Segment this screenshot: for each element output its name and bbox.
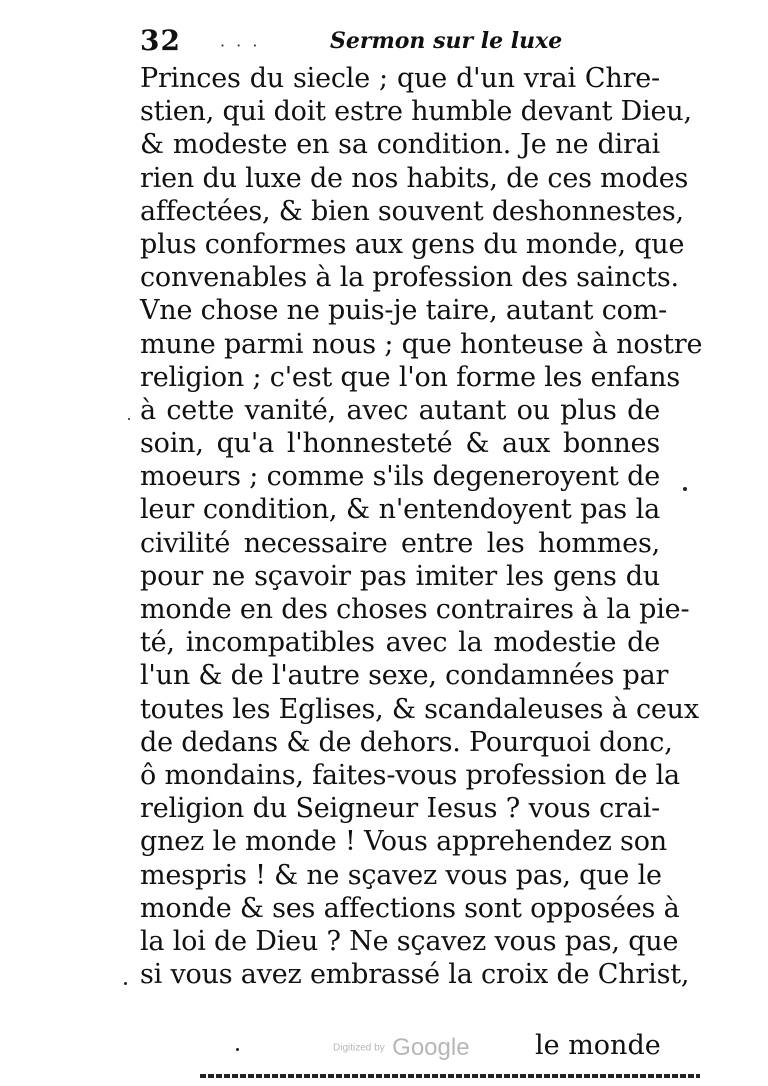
text-line: moeurs ; comme s'ils degeneroyent de <box>140 461 660 493</box>
text-line: gnez le monde ! Vous apprehendez son <box>140 826 667 858</box>
text-line: affectées, & bien souvent deshonnestes, <box>140 195 684 227</box>
text-line: pour ne sçavoir pas imiter les gens du <box>140 560 660 592</box>
text-line: monde & ses affections sont opposées à <box>140 892 680 924</box>
text-line: religion du Seigneur Iesus ? vous crai- <box>140 793 660 825</box>
text-line: l'un & de l'autre sexe, condamnées par <box>140 660 669 692</box>
speck <box>683 487 687 491</box>
text-line: la loi de Dieu ? Ne sçavez vous pas, que <box>140 925 679 957</box>
text-line: té, incompatibles avec la modestie de <box>140 627 660 659</box>
text-line: civilité necessaire entre les hommes, <box>140 527 660 559</box>
text-line: ô mondains, faites-vous profession de la <box>140 759 680 791</box>
speck <box>236 1048 239 1051</box>
text-line: rien du luxe de nos habits, de ces modes <box>140 162 689 194</box>
text-line: leur condition, & n'entendoyent pas la <box>140 494 660 526</box>
body-text <box>140 62 703 991</box>
speck <box>128 418 130 420</box>
watermark-prefix: Digitized by <box>333 1042 385 1054</box>
text-line: & modeste en sa condition. Je ne dirai <box>140 129 660 161</box>
text-line: monde en des choses contraires à la pie- <box>140 594 690 625</box>
header-ornament: · · · <box>220 36 261 55</box>
text-line: soin, qu'a l'honnesteté & aux bonnes <box>140 428 660 460</box>
text-line: Princes du siecle ; que d'un vrai Chre- <box>140 63 660 94</box>
catchword: le monde <box>535 1030 661 1061</box>
speck <box>124 982 127 985</box>
text-line: si vous avez embrassé la croix de Christ, <box>140 959 690 991</box>
running-head: Sermon sur le luxe <box>330 28 563 54</box>
text-line: convenables à la profession des saincts. <box>140 262 679 294</box>
page-header <box>140 22 660 62</box>
text-line: plus conformes aux gens du monde, que <box>140 228 685 260</box>
watermark-brand: Google <box>392 1034 470 1061</box>
text-line: stien, qui doit estre humble devant Dieu, <box>140 96 692 128</box>
text-line: de dedans & de dehors. Pourquoi donc, <box>140 726 673 758</box>
page-number: 32 <box>140 24 181 57</box>
text-line: toutes les Eglises, & scandaleuses à ceux <box>140 693 699 725</box>
text-line: à cette vanité, avec autant ou plus de <box>140 394 660 426</box>
text-line: mune parmi nous ; que honteuse à nostre <box>140 328 703 360</box>
text-line: Vne chose ne puis-je taire, autant com- <box>140 295 667 327</box>
text-line: religion ; c'est que l'on forme les enfans <box>140 361 680 393</box>
digitization-watermark <box>333 1034 470 1062</box>
text-line: mespris ! & ne sçavez vous pas, que le <box>140 859 662 891</box>
footer-rule <box>200 1074 700 1078</box>
